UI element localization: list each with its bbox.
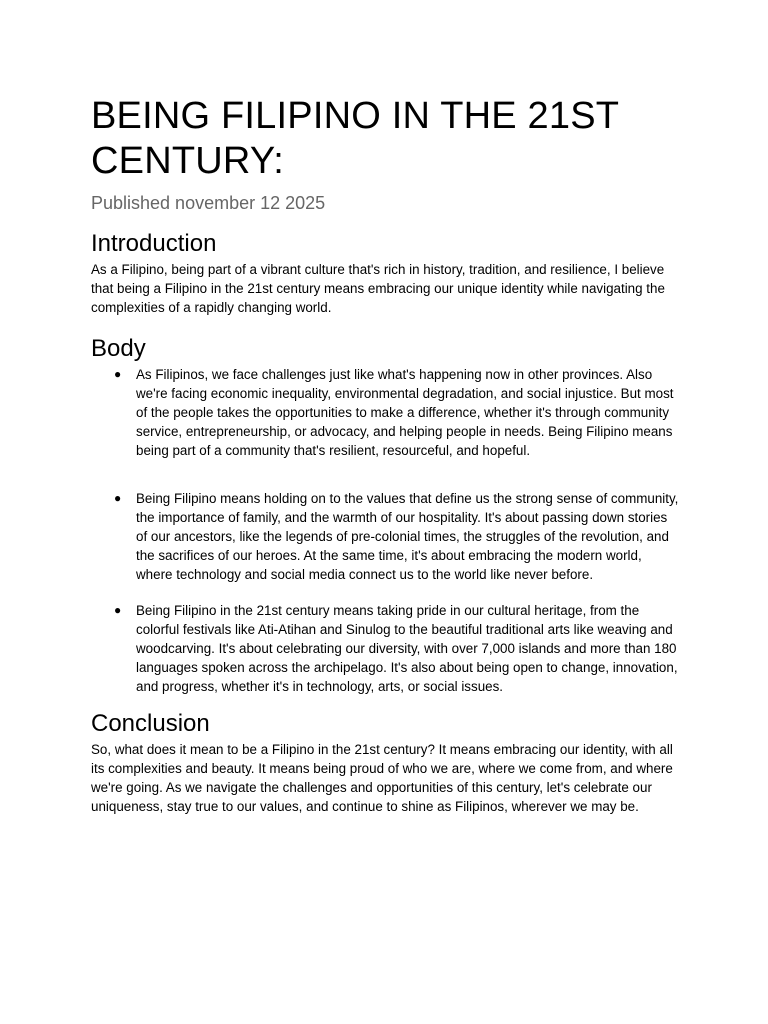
body-heading: Body [91,335,146,362]
document-title: BEING FILIPINO IN THE 21ST CENTURY: [91,95,619,182]
list-item-text: As Filipinos, we face challenges just like what's happening now in other provinces. Also we're facing economic inequality, environmental degradation, and social injustice. But most of the people takes the opportunities to make a difference, whether it's through community service, entrepreneurship, or advocacy, and helping people in needs. Being Filipino means being part of a community that's resilient, resourceful, and hopeful. [136,367,674,458]
conclusion-text: So, what does it mean to be a Filipino in the 21st century? It means embracing our identity, with all its complexities and beauty. It means being proud of who we are, where we come from, and where we're going. As we navigate the challenges and opportunities of this century, let's celebrate our uniqueness, stay true to our values, and continue to shine as Filipinos, wherever we may be. [91,742,673,814]
published-date: Published november 12 2025 [91,193,326,213]
list-item [91,601,681,696]
introduction-text: As a Filipino, being part of a vibrant culture that's rich in history, tradition, and resilience, I believe that being a Filipino in the 21st century means embracing our unique identity while navigating the complexities of a rapidly changing world. [91,262,665,315]
list-item [91,489,681,584]
bullet-icon: ● [114,367,122,381]
list-item [91,365,681,460]
body-list [91,365,681,696]
bullet-icon: ● [114,491,122,505]
introduction-heading: Introduction [91,230,217,257]
list-item-text: Being Filipino means holding on to the values that define us the strong sense of community, the importance of family, and the warmth of our hospitality. It's about passing down stories of our ancestors, like the legends of pre-colonial times, the struggles of the revolution, and the sacrifices of our heroes. At the same time, it's about embracing the modern world, where technology and social media connect us to the world like never before. [136,491,679,582]
conclusion-heading: Conclusion [91,710,210,737]
list-item-text: Being Filipino in the 21st century means taking pride in our cultural heritage, from the colorful festivals like Ati-Atihan and Sinulog to the beautiful traditional arts like weaving and woodcarving. It's about celebrating our diversity, with over 7,000 islands and more than 180 languages spoken across the archipelago. It's also about being open to change, innovation, and progress, whether it's in technology, arts, or social issues. [136,603,678,694]
document-page [91,94,681,816]
bullet-icon: ● [114,603,122,617]
